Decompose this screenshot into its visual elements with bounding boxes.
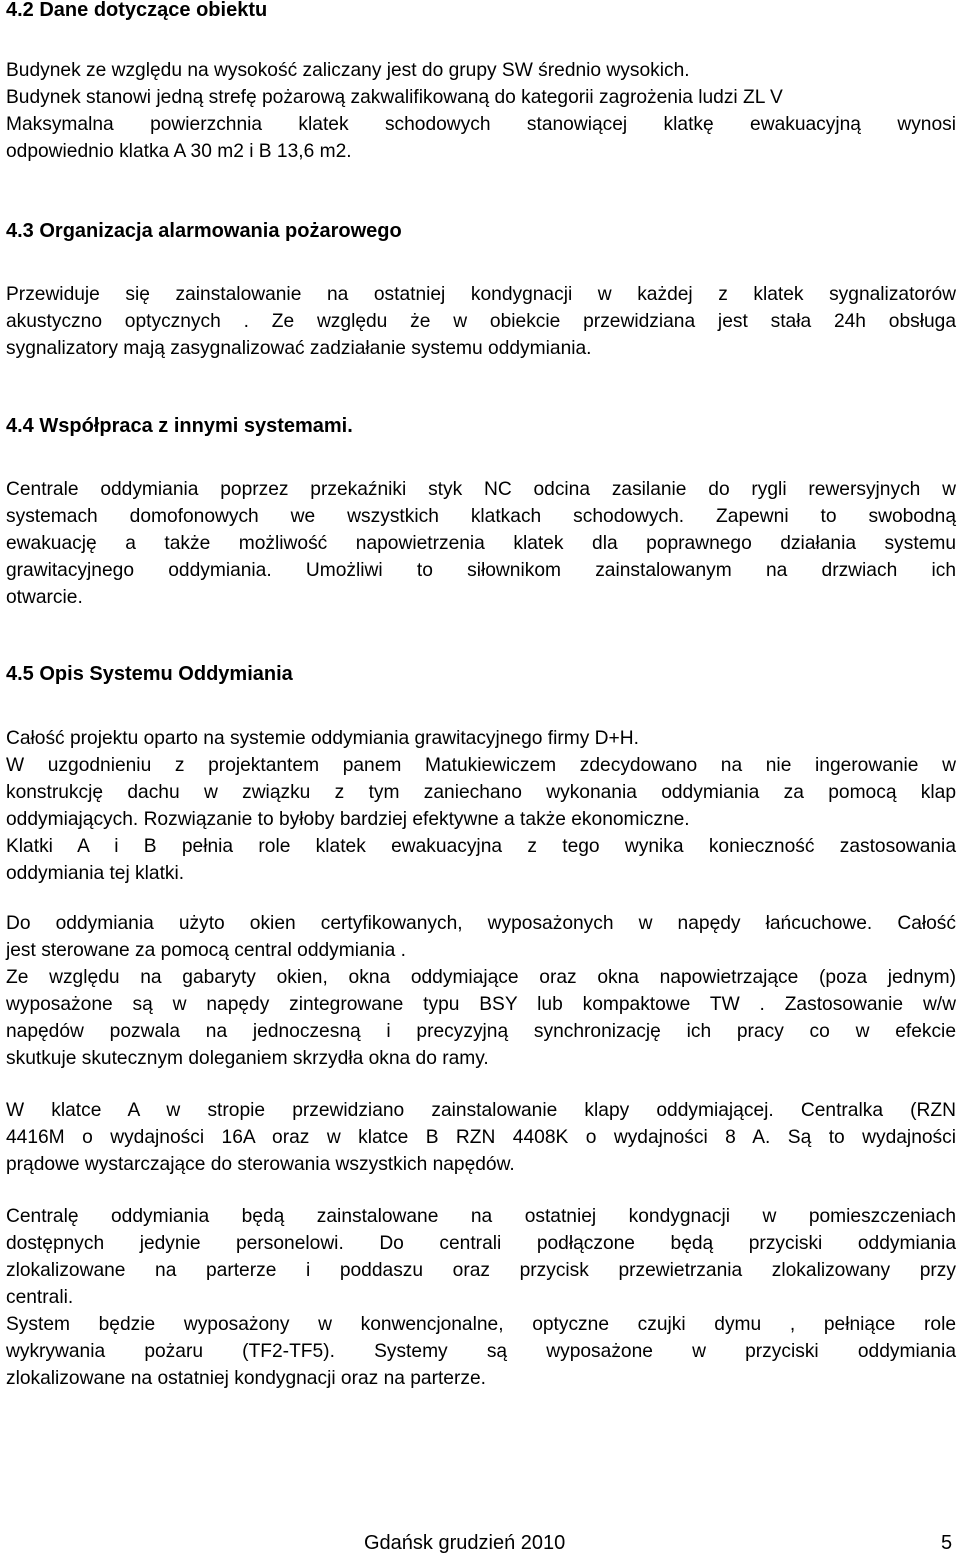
paragraph-4-3 [6, 281, 956, 362]
text-line: sygnalizatory mają zasygnalizować zadziałanie systemu oddymiania. [6, 338, 592, 359]
heading-4-5: 4.5 Opis Systemu Oddymiania [6, 663, 293, 685]
text-line: napędów pozwala na jednoczesną i precyzyjną synchronizację ich pracy co w efekcie [6, 1021, 956, 1042]
heading-4-4: 4.4 Współpraca z innymi systemami. [6, 415, 353, 437]
footer-place-date: Gdańsk grudzień 2010 [364, 1532, 566, 1554]
text-line: W klatce A w stropie przewidziano zainstalowanie klapy oddymiającej. Centralka (RZN [6, 1100, 956, 1121]
text-line: konstrukcję dachu w związku z tym zaniechano wykonania oddymiania za pomocą klap [6, 782, 956, 803]
text-line: wykrywania pożaru (TF2-TF5). Systemy są wyposażone w przyciski oddymiania [6, 1341, 956, 1362]
heading-4-3: 4.3 Organizacja alarmowania pożarowego [6, 220, 402, 242]
heading-4-2: 4.2 Dane dotyczące obiektu [6, 0, 268, 21]
text-line: Centralę oddymiania będą zainstalowane na ostatniej kondygnacji w pomieszczeniach [6, 1206, 956, 1227]
paragraph-4-2 [6, 57, 956, 165]
paragraph-4-5-1 [6, 725, 956, 887]
text-line: Całość projektu oparto na systemie oddymiania grawitacyjnego firmy D+H. [6, 728, 639, 749]
paragraph-4-5-4 [6, 1203, 956, 1392]
text-line: systemach domofonowych we wszystkich klatkach schodowych. Zapewni to swobodną [6, 506, 956, 527]
text-line: jest sterowane za pomocą central oddymiania . [6, 940, 406, 961]
footer-page-number: 5 [941, 1532, 953, 1554]
text-line: Ze względu na gabaryty okien, okna oddymiające oraz okna napowietrzające (poza jednym) [6, 967, 956, 988]
text-line: skutkuje skutecznym doleganiem skrzydła okna do ramy. [6, 1048, 489, 1069]
paragraph-4-5-3 [6, 1097, 956, 1178]
text-line: W uzgodnieniu z projektantem panem Matukiewiczem zdecydowano na nie ingerowanie w [6, 755, 956, 776]
text-line: oddymiania tej klatki. [6, 863, 185, 884]
text-line: zlokalizowane na ostatniej kondygnacji oraz na parterze. [6, 1368, 486, 1389]
text-line: akustyczno optycznych . Ze względu że w obiekcie przewidziana jest stała 24h obsługa [6, 311, 956, 332]
text-line: prądowe wystarczające do sterowania wszystkich napędów. [6, 1154, 515, 1175]
paragraph-4-5-2 [6, 910, 956, 1072]
text-line: centrali. [6, 1287, 74, 1308]
text-line: Maksymalna powierzchnia klatek schodowych stanowiącej klatkę ewakuacyjną wynosi [6, 114, 956, 135]
text-line: odpowiednio klatka A 30 m2 i B 13,6 m2. [6, 141, 352, 162]
text-line: ewakuację a także możliwość napowietrzenia klatek dla poprawnego działania systemu [6, 533, 956, 554]
text-line: grawitacyjnego oddymiania. Umożliwi to siłownikom zainstalowanym na drzwiach ich [6, 560, 956, 581]
text-line: Budynek ze względu na wysokość zaliczany jest do grupy SW średnio wysokich. [6, 60, 690, 81]
text-line: dostępnych jedynie personelowi. Do centrali podłączone będą przyciski oddymiania [6, 1233, 956, 1254]
text-line: Przewiduje się zainstalowanie na ostatniej kondygnacji w każdej z klatek sygnalizatorów [6, 284, 956, 305]
text-line: otwarcie. [6, 587, 83, 608]
text-line: oddymiających. Rozwiązanie to byłoby bardziej efektywne a także ekonomiczne. [6, 809, 690, 830]
text-line: Budynek stanowi jedną strefę pożarową zakwalifikowaną do kategorii zagrożenia ludzi ZL V [6, 87, 783, 108]
text-line: 4416M o wydajności 16A oraz w klatce B RZN 4408K o wydajności 8 A. Są to wydajności [6, 1127, 956, 1148]
paragraph-4-4 [6, 476, 956, 611]
text-line: Do oddymiania użyto okien certyfikowanych, wyposażonych w napędy łańcuchowe. Całość [6, 913, 956, 934]
text-line: System będzie wyposażony w konwencjonalne, optyczne czujki dymu , pełniące role [6, 1314, 956, 1335]
text-line: wyposażone są w napędy zintegrowane typu BSY lub kompaktowe TW . Zastosowanie w/w [6, 994, 956, 1015]
text-line: zlokalizowane na parterze i poddaszu oraz przycisk przewietrzania zlokalizowany przy [6, 1260, 956, 1281]
text-line: Centrale oddymiania poprzez przekaźniki styk NC odcina zasilanie do rygli rewersyjnych w [6, 479, 956, 500]
text-line: Klatki A i B pełnia role klatek ewakuacyjna z tego wynika konieczność zastosowania [6, 836, 956, 857]
